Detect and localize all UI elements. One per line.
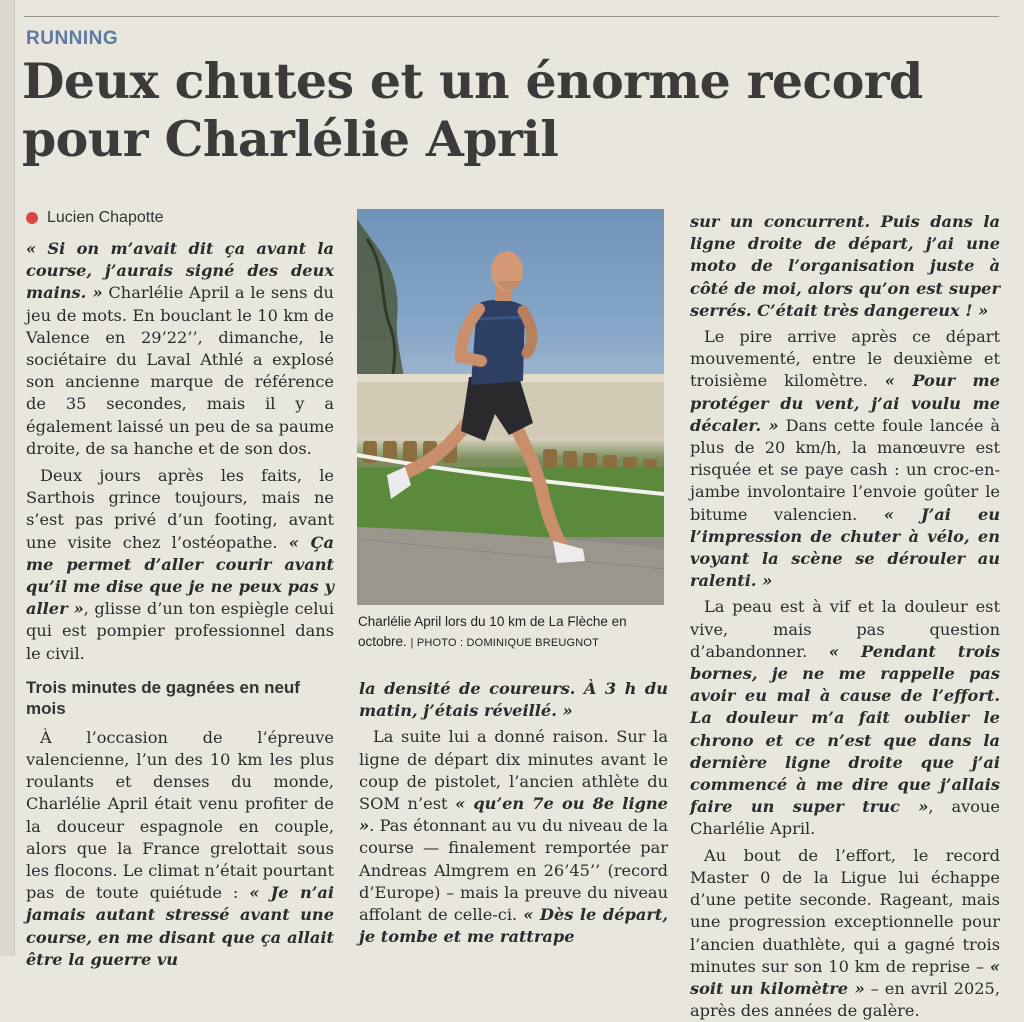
- right-column: [690, 211, 1000, 1022]
- byline-dot-icon: [26, 212, 38, 224]
- body-text: Le pire arrive après ce départ mouvementé, entre le deuxième et troisième kilomètre.: [690, 327, 1000, 391]
- runner-photo: [357, 209, 664, 605]
- paragraph: [26, 465, 334, 665]
- quote: « J’ai eu l’impression de chuter à vélo, en voyant la scène se dérouler au ralenti. »: [690, 504, 1001, 591]
- body-text: Au bout de l’effort, le record Master 0 de la Ligue lui échappe d’une petite seconde. Rageant, mais une progression exceptionnelle pour l’ancien duathlète, qui a gagné trois minutes sur son 10 km de reprise –: [690, 845, 1000, 976]
- quote: la densité de coureurs. À 3 h du matin, j’étais réveillé. »: [359, 679, 668, 721]
- quote: « soit un kilomètre »: [690, 956, 1000, 998]
- adjacent-page-edge: [0, 0, 15, 956]
- top-rule: [24, 16, 999, 17]
- body-text: Dans cette foule lancée à plus de 20 km/h, la manœuvre est risquée et se paye cash : un croc-en-jambe involontaire l’envoie goûter le bitume valencien.: [690, 415, 1000, 524]
- quote: « Dès le départ, je tombe et me rattrape: [359, 905, 668, 947]
- body-text: , avoue Charlélie April.: [690, 797, 1000, 839]
- paragraph: [690, 596, 1000, 840]
- body-text: Charlélie April a le sens du jeu de mots. En bouclant le 10 km de Valence en 29’22’’, dimanche, le sociétaire du Laval Athlé a explosé son ancienne marque de référence de 35 secondes, mais il y a également laissé un peu de sa paume droite, de sa hanche et de son dos.: [26, 283, 334, 458]
- paragraph: [26, 727, 334, 971]
- quote: « Si on m’avait dit ça avant la course, j’aurais signé des deux mains. »: [26, 239, 334, 303]
- body-text: Deux jours après les faits, le Sarthois grince toujours, mais ne s’est pas privé d’un footing, avant une visite chez l’ostéopathe.: [26, 466, 334, 552]
- photo-credit: | PHOTO : DOMINIQUE BREUGNOT: [410, 637, 600, 649]
- body-text: . Pas étonnant au vu du niveau de la course — finalement remportée par Andreas Almgrem en 26’45’’ (record d’Europe) – mais la preuve du niveau affolant de celle-ci.: [359, 816, 668, 925]
- paragraph: [359, 726, 668, 948]
- subheading: Trois minutes de gagnées en neuf mois: [26, 677, 300, 718]
- quote: « Pour me protéger du vent, j’ai voulu me décaler. »: [690, 371, 1000, 435]
- body-text: La peau est à vif et la douleur est vive, mais pas question d’abandonner.: [690, 597, 1000, 661]
- middle-column: [359, 678, 668, 948]
- body-text: – en avril 2025, après des années de galère.: [690, 978, 1000, 1021]
- headline: Deux chutes et un énorme record pour Charlélie April: [22, 52, 923, 168]
- paragraph: [690, 211, 1000, 322]
- quote: « qu’en 7e ou 8e ligne »: [359, 794, 668, 836]
- paragraph: [359, 678, 668, 722]
- quote: « Pendant trois bornes, je ne me rappelle pas avoir eu mal à cause de l’effort. La douleur m’a fait oublier le chrono et ce n’est que dans la dernière ligne droite que j’ai commencé à me dire que j’allais faire un super truc »: [690, 641, 1000, 817]
- paragraph: [690, 845, 1000, 1022]
- paragraph: [690, 326, 1000, 592]
- author-name: Lucien Chapotte: [47, 209, 164, 226]
- quote: « Je n’ai jamais autant stressé avant une course, en me disant que ça allait être la guerre vu: [26, 883, 335, 969]
- runner-photo-art: [357, 209, 664, 605]
- quote: « Ça me permet d’aller courir avant qu’il me dise que je ne peux pas y aller »: [26, 532, 334, 619]
- section-kicker: RUNNING: [26, 28, 119, 49]
- body-text: À l’occasion de l’épreuve valencienne, l’un des 10 km les plus roulants et denses du monde, Charlélie April était venu profiter de la douceur espagnole en couple, alors que la France grelottait sous les flocons. Le climat n’était pourtant pas de toute quiétude :: [26, 727, 334, 903]
- photo-caption: [358, 612, 668, 653]
- body-text: La suite lui a donné raison. Sur la ligne de départ dix minutes avant le coup de pistolet, l’ancien athlète du SOM n’est: [359, 727, 668, 814]
- caption-text: Charlélie April lors du 10 km de La Flèche en octobre.: [358, 614, 627, 649]
- left-column: [26, 238, 334, 971]
- quote: sur un concurrent. Puis dans la ligne droite de départ, j’ai une moto de l’organisation juste à côté de moi, alors qu’on est super serrés. C’était très dangereux ! »: [690, 212, 1000, 320]
- paragraph: [26, 238, 334, 460]
- body-text: , glisse d’un ton espiègle celui qui est pompier professionnel dans le civil.: [26, 599, 334, 663]
- byline: [26, 209, 164, 227]
